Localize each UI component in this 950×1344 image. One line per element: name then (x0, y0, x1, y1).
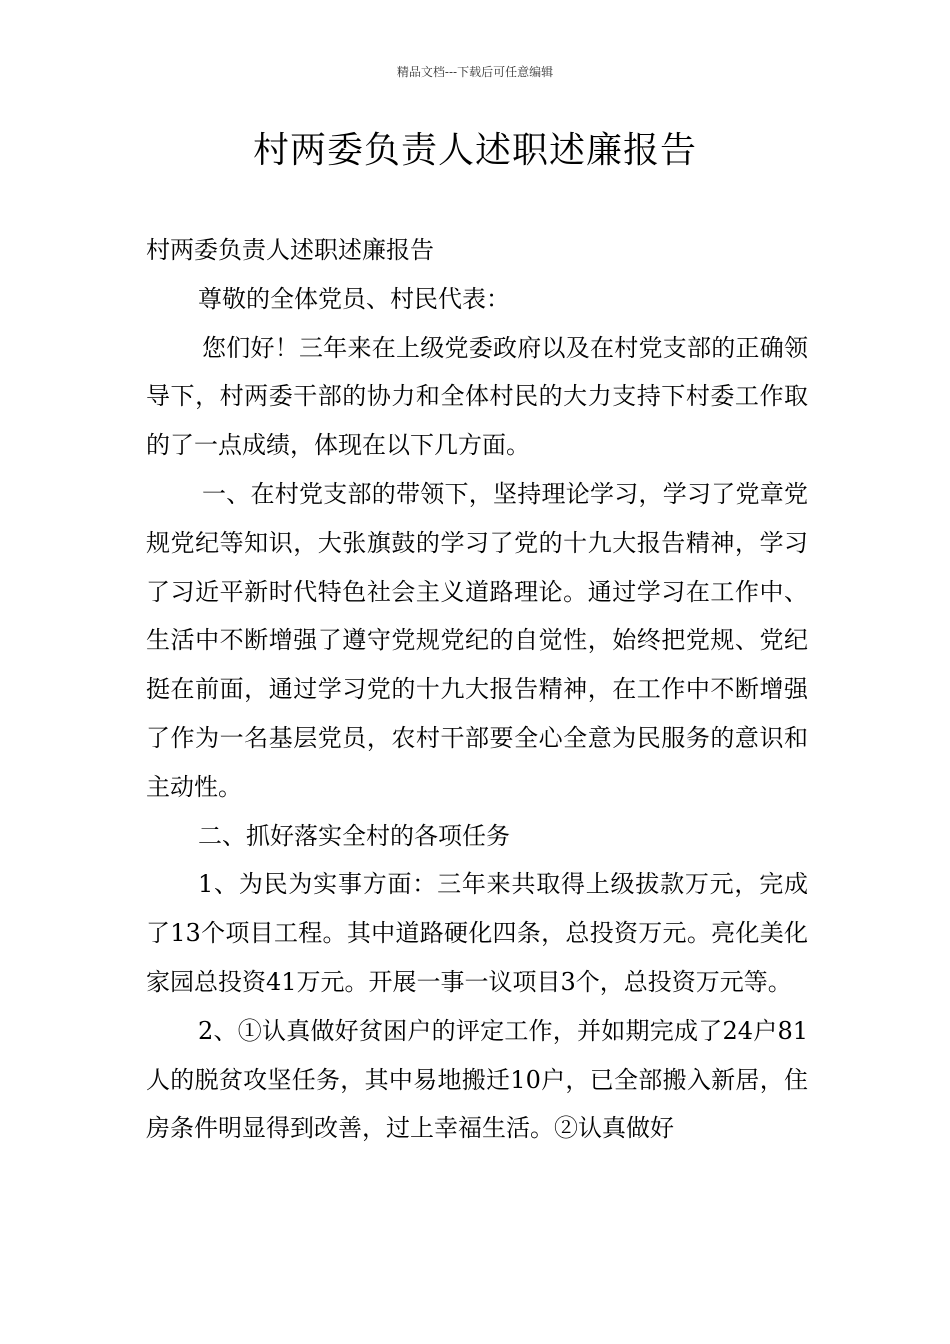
paragraph-salutation: 尊敬的全体党员、村民代表： (198, 284, 510, 313)
header-note: 精品文档---下载后可任意编辑 (396, 65, 554, 79)
document-body (146, 226, 808, 1153)
paragraph-section-one: 一、在村党支部的带领下，坚持理论学习，学习了党章党规党纪等知识，大张旗鼓的学习了党的十九大报告精神，学习了习近平新时代特色社会主义道路理论。通过学习在工作中、生活中不断增强了遵守党规党纪的自觉性，始终把党规、党纪挺在前面，通过学习党的十九大报告精神，在工作中不断增强了作为一名基层党员，农村干部要全心全意为民服务的意识和主动性。 (146, 479, 808, 801)
paragraph-greeting: 您们好！三年来在上级党委政府以及在村党支部的正确领导下，村两委干部的协力和全体村民的大力支持下村委工作取的了一点成绩，体现在以下几方面。 (146, 333, 808, 460)
document-title: 村两委负责人述职述廉报告 (252, 130, 697, 171)
paragraph-item-two: 2、①认真做好贫困户的评定工作，并如期完成了24户81人的脱贫攻坚任务，其中易地搬迁10户，已全部搬入新居，住房条件明显得到改善，过上幸福生活。②认真做好 (146, 1016, 808, 1143)
paragraph-section-two-heading: 二、抓好落实全村的各项任务 (198, 821, 510, 850)
paragraph-subtitle: 村两委负责人述职述廉报告 (146, 236, 434, 264)
paragraph-item-one: 1、为民为实事方面：三年来共取得上级拔款万元，完成了13个项目工程。其中道路硬化四条，总投资万元。亮化美化家园总投资41万元。开展一事一议项目3个，总投资万元等。 (146, 870, 808, 996)
